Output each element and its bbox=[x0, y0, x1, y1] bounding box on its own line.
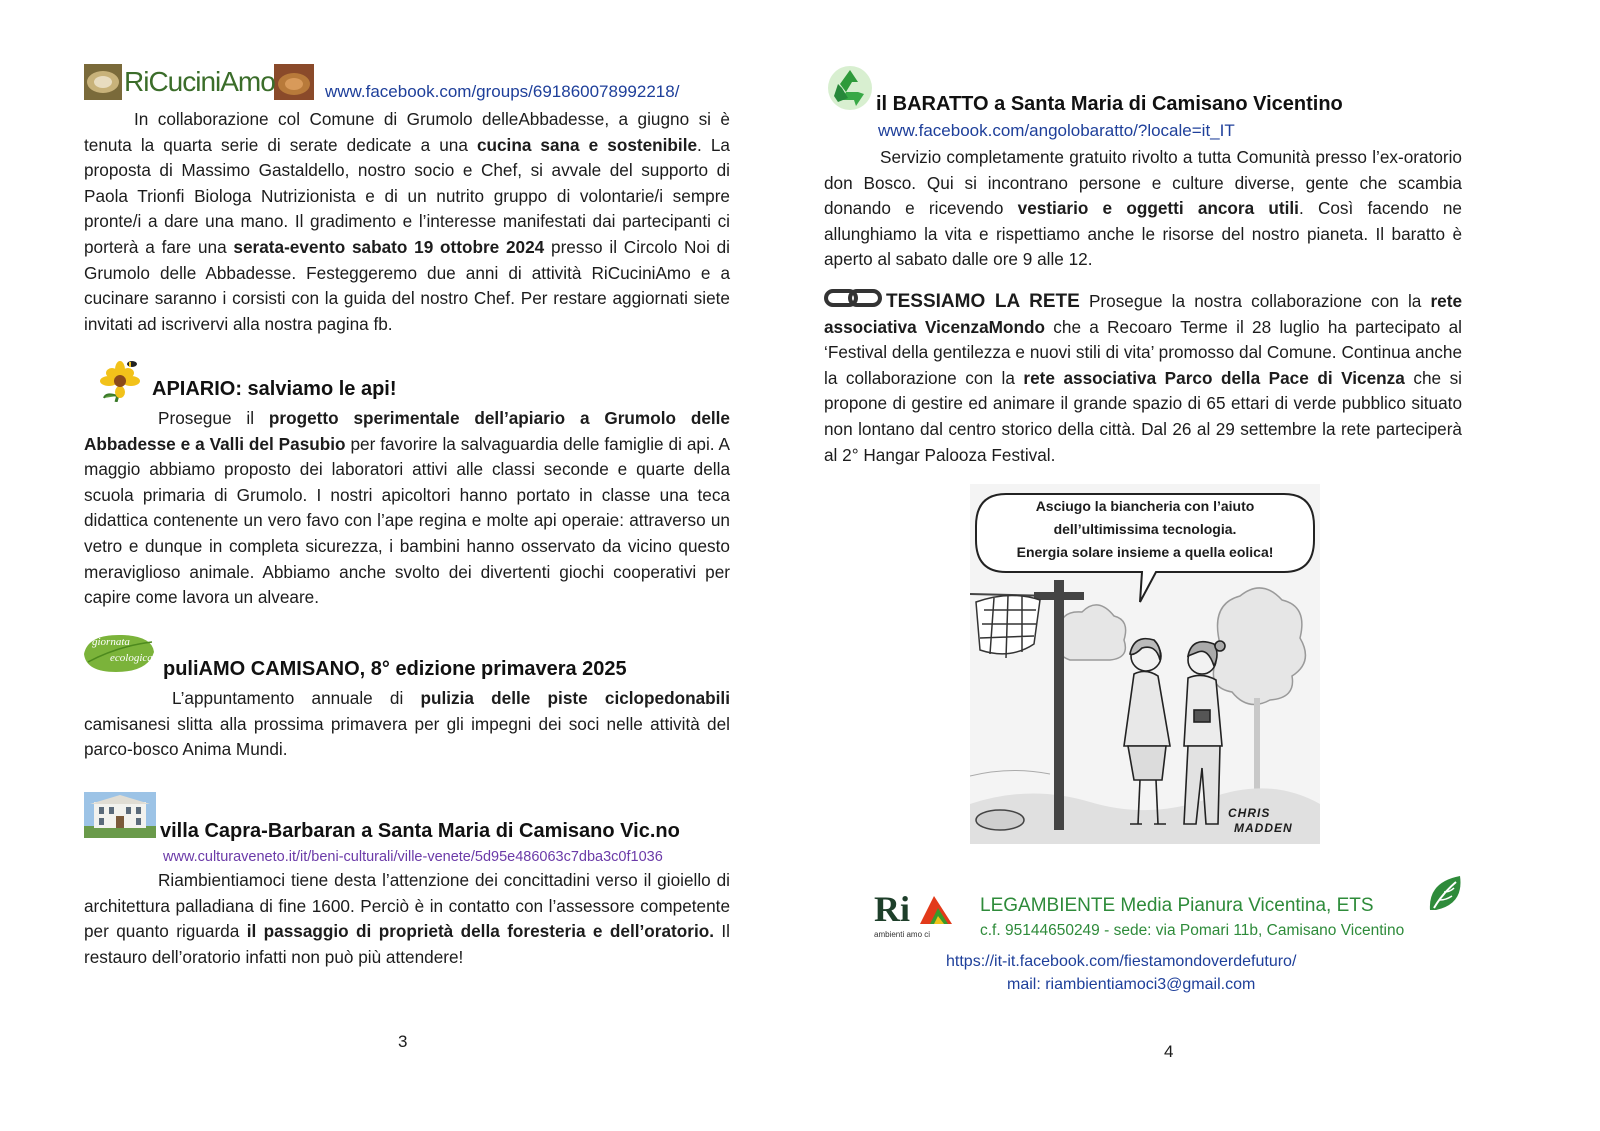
legambiente-address: c.f. 95144650249 - sede: via Pomari 11b, Camisano Vicentino bbox=[980, 922, 1405, 939]
puliamo-title: puliAMO CAMISANO, 8° edizione primavera 2025 bbox=[163, 658, 627, 680]
villa-b1: il passaggio di proprietà della foresteria e dell’oratorio. bbox=[246, 921, 714, 942]
puliamo-text bbox=[84, 686, 730, 763]
cartoon-signature-2: MADDEN bbox=[1234, 821, 1293, 835]
cartoon-bubble-line-3: Energia solare insieme a quella eolica! bbox=[1016, 544, 1274, 560]
riambientiamoci-logo-sub: ambienti amo ci bbox=[874, 930, 931, 939]
giornata-ecologica-text-1: giornata bbox=[92, 636, 130, 648]
bee-flower-icon bbox=[98, 358, 142, 402]
riambientiamoci-logo-ri: Ri bbox=[874, 889, 910, 929]
apiario-text bbox=[84, 406, 730, 611]
ricuciniamo-p3: presso il Circolo Noi di Grumolo delle Abbadesse. Festeggeremo due anni di attività RiCuciniAmo e a cucinare saranno i corsisti con la guida del nostro Chef. Per restare aggiornati siete invitati ad iscrivervi alla nostra pagina fb. bbox=[84, 236, 730, 334]
tessiamo-p2: che a Recoaro Terme il 28 luglio ha partecipato al ‘Festival della gentilezza e nuovi stili di vita’ promosso dal Comune. Continua anche la collaborazione con la bbox=[824, 316, 1462, 388]
legambiente-leaf-icon bbox=[1426, 874, 1464, 914]
ricuciniamo-p2: . La proposta di Massimo Gastaldello, nostro socio e Chef, si avvale del supporto di Paola Trionfi Biologa Nutrizionista e di un nutrito gruppo di volontarie/i sempre pronte/i a dare una mano. Il gradimento e l’interesse manifestati dai partecipanti ci porterà a fare una bbox=[84, 134, 730, 257]
baratto-p1: Servizio completamente gratuito rivolto a tutta Comunità presso l’ex-oratorio don Bosco. Qui si incontrano persone e culture diverse, gente che scambia donando e ricevendo bbox=[824, 147, 1462, 219]
cartoon-bubble-line-2: dell’ultimissima tecnologia. bbox=[1053, 521, 1237, 537]
legambiente-org: LEGAMBIENTE Media Pianura Vicentina, ETS bbox=[980, 895, 1374, 916]
apiario-b1: progetto sperimentale dell’apiario a Grumolo delle Abbadesse e a Valli del Pasubio bbox=[84, 408, 730, 454]
page-number-3: 3 bbox=[398, 1032, 408, 1051]
villa-photo bbox=[84, 792, 156, 838]
tessiamo-b2: rete associativa Parco della Pace di Vicenza bbox=[1023, 367, 1405, 388]
apiario-p1: Prosegue il bbox=[158, 408, 269, 428]
baratto-b1: vestiario e oggetti ancora utili bbox=[1017, 198, 1299, 219]
footer-facebook-url[interactable]: https://it-it.facebook.com/fiestamondoverdefuturo/ bbox=[946, 953, 1297, 970]
ricuciniamo-b2: serata-evento sabato 19 ottobre 2024 bbox=[233, 236, 545, 257]
page-number-4: 4 bbox=[1164, 1042, 1174, 1061]
recycle-icon bbox=[826, 64, 874, 112]
baratto-link[interactable]: www.facebook.com/angolobaratto/?locale=it_IT bbox=[878, 121, 1235, 140]
ricuciniamo-p1: In collaborazione col Comune di Grumolo delleAbbadesse, a giugno si è tenuta la quarta serie di serate dedicate a una bbox=[84, 109, 730, 155]
villa-title: villa Capra-Barbaran a Santa Maria di Camisano Vic.no bbox=[160, 820, 680, 842]
tessiamo-b1: rete associativa VicenzaMondo bbox=[824, 291, 1462, 337]
puliamo-p2: camisanesi slitta alla prossima primavera per gli impegni dei soci nelle attività del parco-bosco Anima Mundi. bbox=[84, 713, 730, 760]
right-page bbox=[800, 0, 1600, 1131]
cartoon-signature-1: CHRIS bbox=[1228, 806, 1271, 820]
villa-p2: Il restauro dell’oratorio infatti non può più attendere! bbox=[84, 921, 730, 967]
tessiamo-p3: che si propone di gestire ed animare il grande spazio di 65 ettari di verde pubblico situato non lontano dal centro storico della città. Dal 26 al 29 settembre la rete parteciperà al 2° Hangar Palooza Festival. bbox=[824, 367, 1462, 465]
cartoon-illustration bbox=[970, 484, 1320, 844]
villa-p1: Riambientiamoci tiene desta l’attenzione dei concittadini verso il gioiello di architettura palladiana di fine 1600. Perciò è in contatto con l’assessore competente per quanto riguarda bbox=[84, 870, 730, 942]
ricuciniamo-text bbox=[84, 107, 730, 337]
baratto-title: il BARATTO a Santa Maria di Camisano Vicentino bbox=[876, 93, 1343, 115]
giornata-ecologica-text-2: ecologica bbox=[110, 652, 153, 664]
baratto-p2: . Così facendo ne allunghiamo la vita e rispettiamo anche le risorse del nostro pianeta. Il baratto è aperto al sabato dalle ore 9 alle 12. bbox=[824, 198, 1462, 270]
ricuciniamo-logo-text: RiCuciniAmo bbox=[124, 66, 275, 97]
puliamo-b1: pulizia delle piste ciclopedonabili bbox=[420, 688, 730, 708]
puliamo-p1: L’appuntamento annuale di bbox=[172, 688, 421, 708]
villa-link[interactable]: www.culturaveneto.it/it/beni-culturali/ville-venete/5d95e486063c7dba3c0f1036 bbox=[163, 849, 663, 865]
house-roof-icon bbox=[918, 890, 954, 926]
tessiamo-text bbox=[824, 289, 1462, 468]
footer-mail[interactable]: mail: riambientiamoci3@gmail.com bbox=[1007, 976, 1256, 993]
tessiamo-p1: Prosegue la nostra collaborazione con la bbox=[1079, 291, 1431, 311]
apiario-p2: per favorire la salvaguardia delle famiglie di api. A maggio abbiamo proposto dei laboratori attivi alle classi seconde e quarte della scuola primaria di Grumolo. I nostri apicoltori hanno portato in classe una teca didattica contenente un vero favo con l’ape regina e molte api operaie: attraverso un vetro e dunque in completa sicurezza, i bambini hanno osservato da vicino questo meraviglioso animale. Abbiamo anche svolto dei divertenti giochi cooperativi per capire come lavora un alveare. bbox=[84, 433, 730, 608]
tessiamo-title: TESSIAMO LA RETE bbox=[886, 291, 1080, 312]
ricuciniamo-link[interactable]: www.facebook.com/groups/691860078992218/ bbox=[325, 82, 680, 101]
baratto-text bbox=[824, 145, 1462, 273]
cartoon-bubble-line-1: Asciugo la biancheria con l’aiuto bbox=[1035, 498, 1255, 514]
apiario-title: APIARIO: salviamo le api! bbox=[152, 378, 397, 400]
ricuciniamo-b1: cucina sana e sostenibile bbox=[476, 134, 698, 155]
villa-text bbox=[84, 868, 730, 970]
